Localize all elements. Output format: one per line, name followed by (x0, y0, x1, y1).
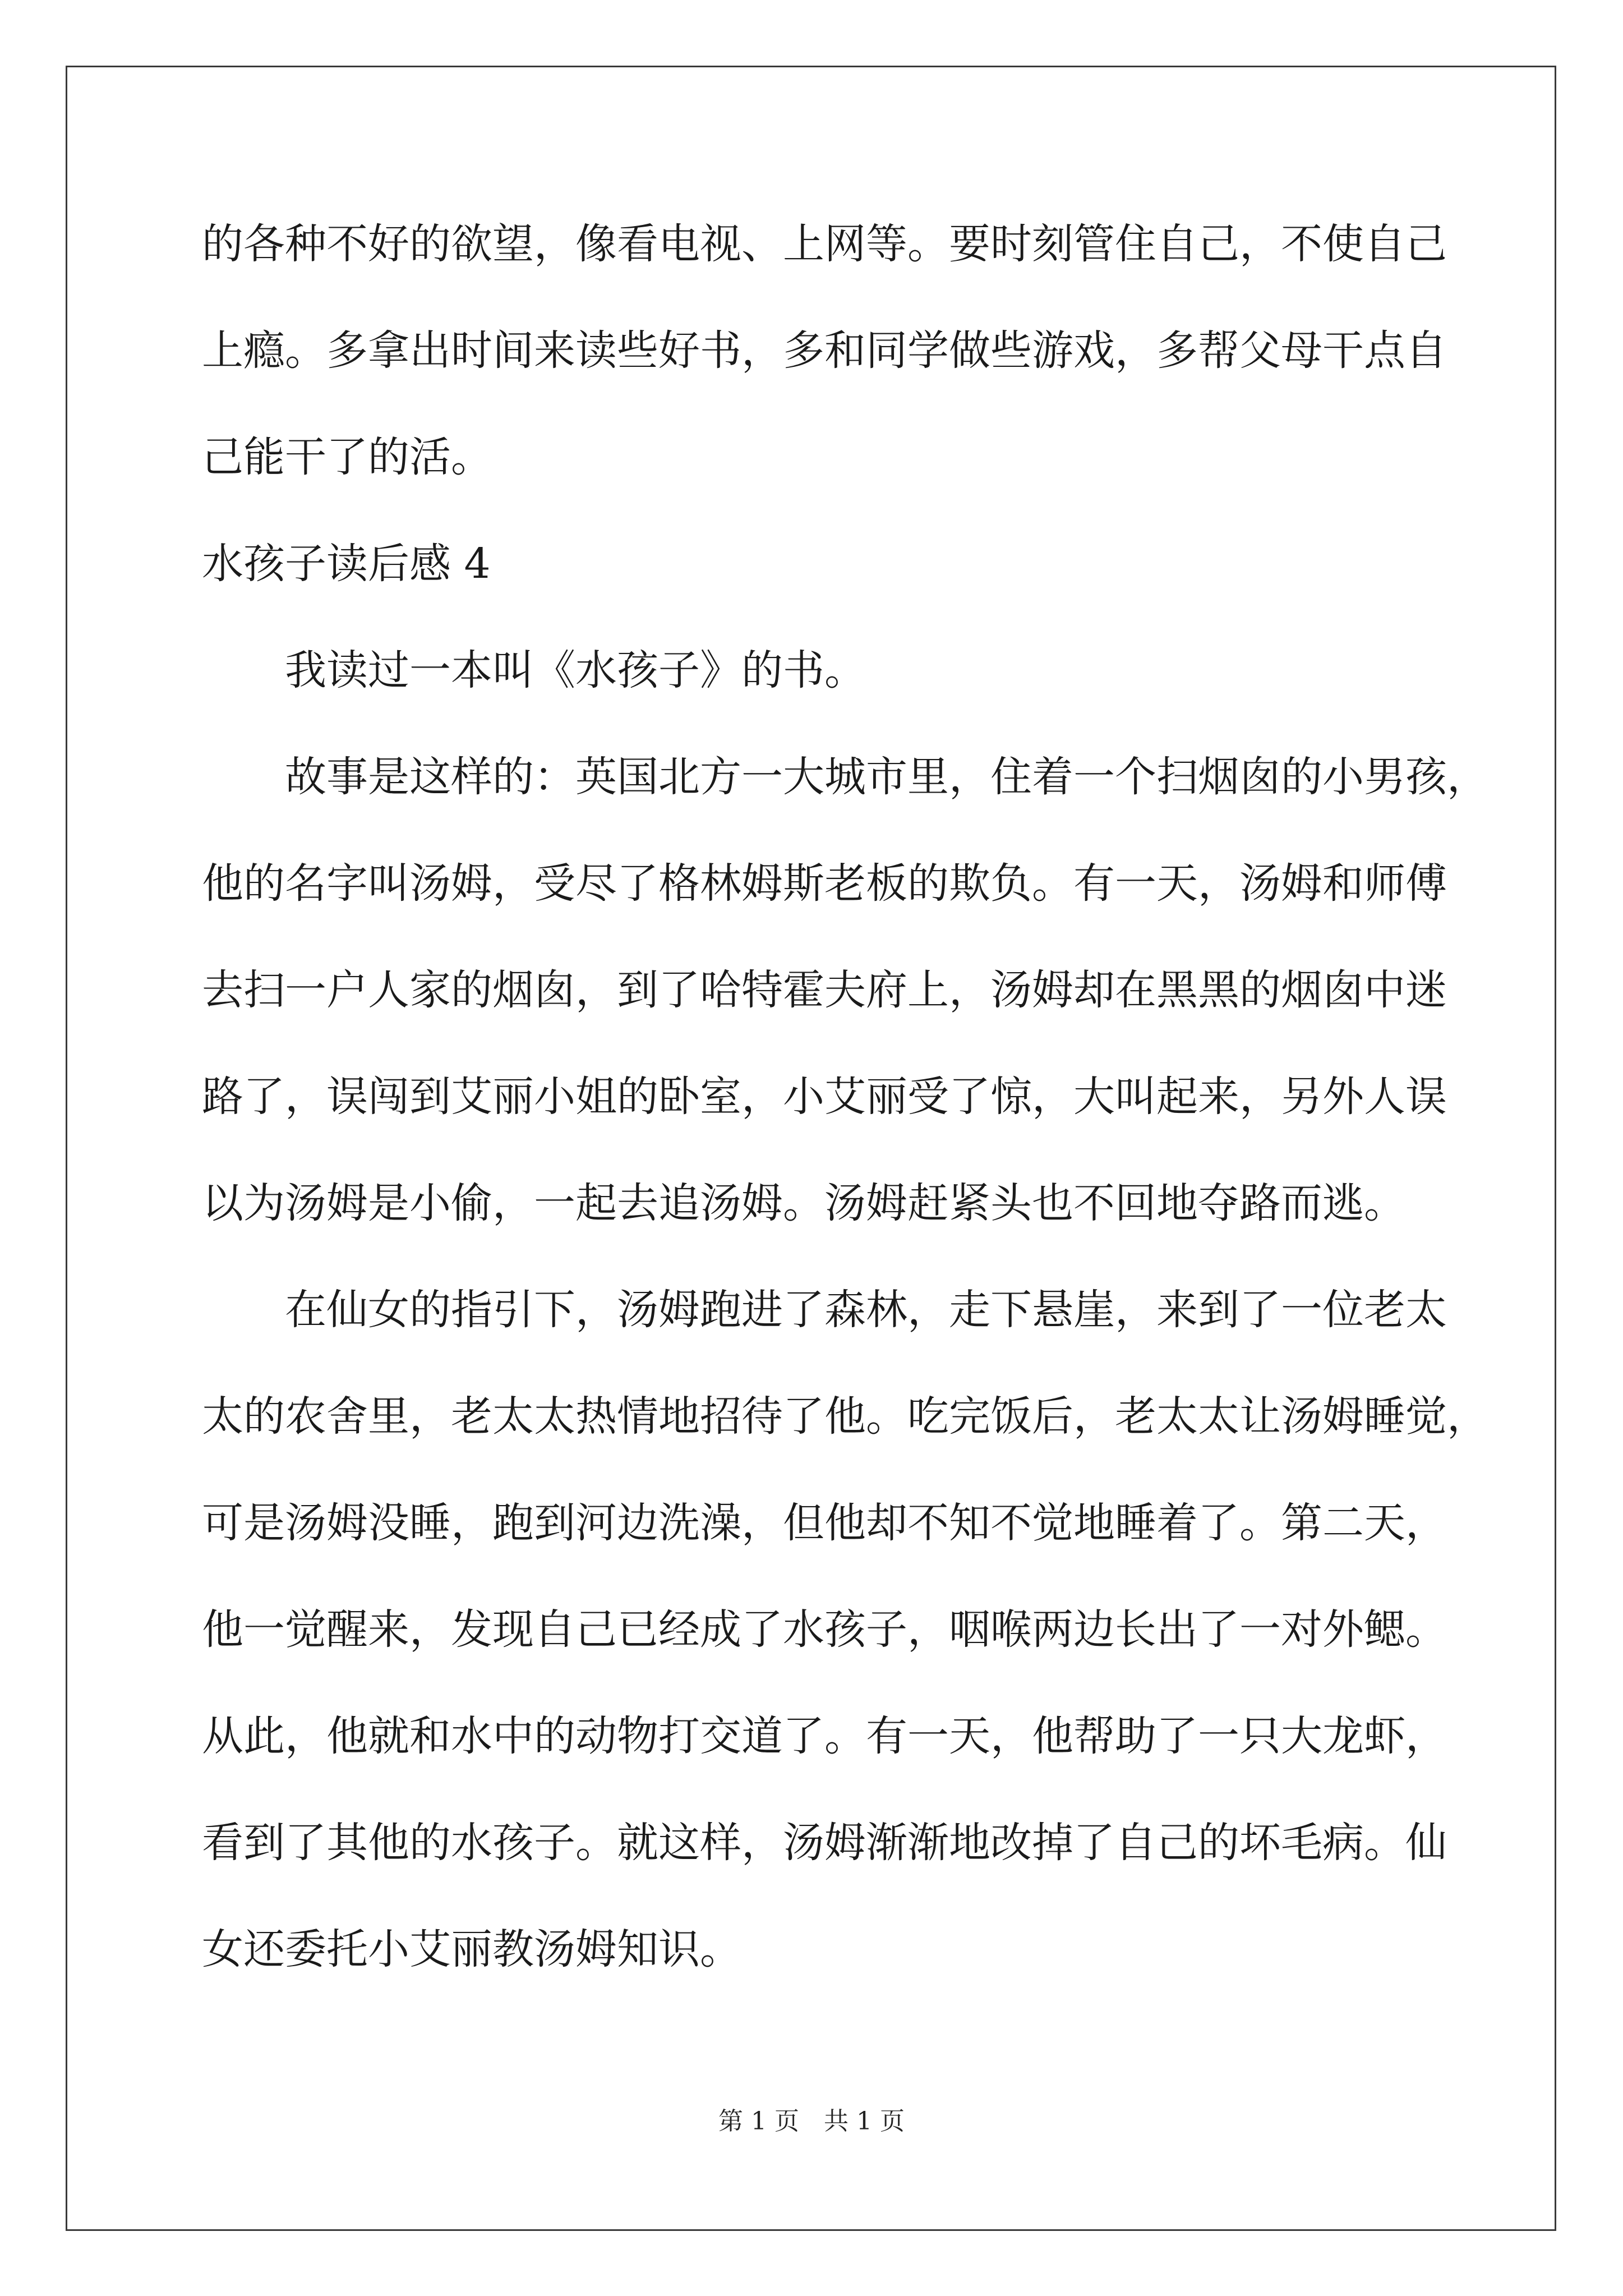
text-line: 以为汤姆是小偷，一起去追汤姆。汤姆赶紧头也不回地夺路而逃。 (202, 1179, 1405, 1227)
text-line: 路了，误闯到艾丽小姐的卧室，小艾丽受了惊，大叫起来，另外人误 (202, 1073, 1447, 1121)
page-border (66, 66, 1556, 2231)
text-line: 己能干了的活。 (202, 433, 492, 481)
text-line: 可是汤姆没睡，跑到河边洗澡，但他却不知不觉地睡着了。第二天， (202, 1499, 1447, 1547)
text-line: 他一觉醒来，发现自己已经成了水孩子，咽喉两边长出了一对外鳃。 (202, 1605, 1447, 1654)
text-line: 女还委托小艾丽教汤姆知识。 (202, 1925, 741, 1973)
text-line: 从此，他就和水中的动物打交道了。有一天，他帮助了一只大龙虾， (202, 1712, 1447, 1760)
paragraph-first-line: 故事是这样的：英国北方一大城市里，住着一个扫烟囱的小男孩， (285, 753, 1488, 801)
page-footer: 第 1 页 共 1 页 (718, 2107, 905, 2136)
text-line: 看到了其他的水孩子。就这样，汤姆渐渐地改掉了自己的坏毛病。仙 (202, 1819, 1447, 1867)
section-heading: 水孩子读后感 4 (202, 540, 491, 588)
paragraph-first-line: 在仙女的指引下，汤姆跑进了森林，走下悬崖，来到了一位老太 (285, 1286, 1447, 1334)
text-line: 去扫一户人家的烟囱，到了哈特霍夫府上，汤姆却在黑黑的烟囱中迷 (202, 966, 1447, 1014)
paragraph-first-line: 我读过一本叫《水孩子》的书。 (285, 646, 866, 694)
text-line: 他的名字叫汤姆，受尽了格林姆斯老板的欺负。有一天，汤姆和师傅 (202, 859, 1447, 908)
text-line: 的各种不好的欲望，像看电视、上网等。要时刻管住自己，不使自己 (202, 220, 1447, 268)
text-line: 上瘾。多拿出时间来读些好书，多和同学做些游戏，多帮父母干点自 (202, 326, 1447, 375)
text-line: 太的农舍里，老太太热情地招待了他。吃完饭后，老太太让汤姆睡觉， (202, 1392, 1488, 1441)
